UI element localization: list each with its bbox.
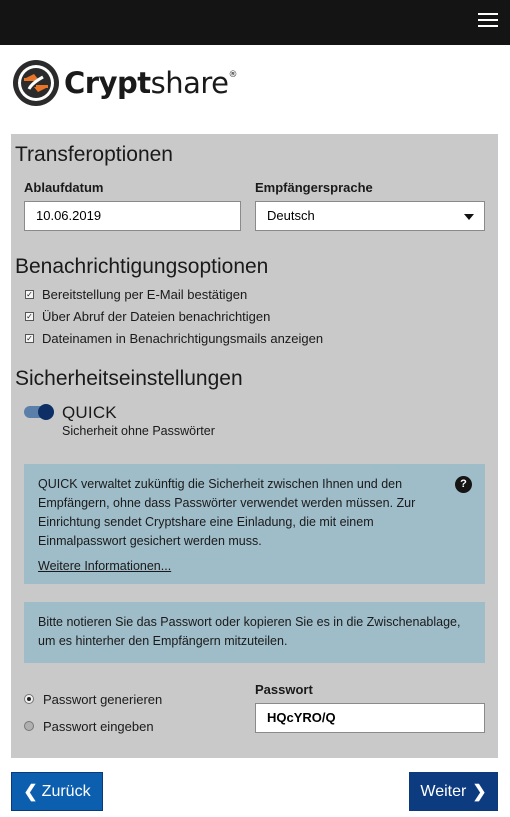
quick-info-text: QUICK verwaltet zukünftig die Sicherheit zwischen Ihnen und den Empfängern, ohne dass Passwörter verwendet werden müssen. Zur Einrichtung sendet Cryptshare eine Einladung, die mit einem Einmalpasswort gesichert werden muss. [38, 477, 416, 548]
enter-password-radio-option[interactable] [24, 718, 154, 734]
password-label: Passwort [255, 682, 313, 697]
radio-selected-icon[interactable] [24, 694, 34, 704]
expiry-date-label: Ablaufdatum [24, 180, 104, 195]
next-button-label: Weiter [420, 782, 467, 800]
back-button-label: Zurück [41, 782, 91, 800]
checkbox-checked-icon[interactable]: ✓ [26, 333, 33, 343]
password-notice-box [24, 602, 485, 663]
notify-confirm-delivery-option[interactable] [25, 286, 247, 302]
radio-unselected-icon[interactable] [24, 721, 34, 731]
back-button[interactable] [11, 772, 103, 811]
recipient-language-select[interactable] [255, 201, 485, 231]
notify-confirm-delivery-label: Bereitstellung per E-Mail bestätigen [42, 286, 248, 302]
checkbox-checked-icon[interactable]: ✓ [26, 289, 33, 299]
hamburger-icon[interactable] [478, 13, 498, 31]
password-input[interactable]: HQcYRO/Q [255, 703, 485, 733]
recipient-language-label: Empfängersprache [255, 180, 373, 195]
transfer-options-heading: Transferoptionen [15, 143, 173, 166]
top-bar [0, 0, 510, 45]
expiry-date-input[interactable]: 10.06.2019 [24, 201, 241, 231]
show-filenames-option[interactable] [25, 330, 323, 346]
recipient-language-value: Deutsch [267, 208, 315, 223]
more-info-link[interactable]: Weitere Informationen... [38, 559, 172, 573]
show-filenames-label: Dateinamen in Benachrichtigungsmails anzeigen [42, 330, 324, 346]
security-settings-heading: Sicherheitseinstellungen [15, 367, 243, 390]
enter-password-label: Passwort eingeben [43, 718, 154, 734]
checkbox-checked-icon[interactable]: ✓ [26, 311, 33, 321]
notification-options-heading: Benachrichtigungsoptionen [15, 255, 269, 278]
next-button[interactable] [409, 772, 498, 811]
quick-mode-subtitle: Sicherheit ohne Passwörter [62, 424, 215, 438]
toggle-knob [38, 404, 54, 420]
generate-password-radio-option[interactable] [24, 691, 162, 707]
generate-password-label: Passwort generieren [43, 691, 163, 707]
question-icon[interactable]: ? [455, 476, 472, 493]
logo-wordmark: Cryptshare® [64, 66, 238, 100]
quick-mode-title: QUICK [62, 403, 117, 422]
chevron-down-icon [464, 214, 474, 220]
cryptshare-logo[interactable] [12, 58, 237, 108]
notify-download-label: Über Abruf der Dateien benachrichtigen [42, 308, 271, 324]
password-notice-text: Bitte notieren Sie das Passwort oder kopieren Sie es in die Zwischenablage, um es hinterher den Empfängern mitzuteilen. [38, 615, 461, 648]
notify-download-option[interactable] [25, 308, 270, 324]
quick-info-box [24, 464, 485, 584]
chevron-right-icon: ❯ [472, 781, 487, 801]
quick-toggle[interactable] [24, 406, 52, 418]
cryptshare-logo-mark-icon [12, 59, 60, 107]
chevron-left-icon: ❮ [23, 781, 38, 801]
